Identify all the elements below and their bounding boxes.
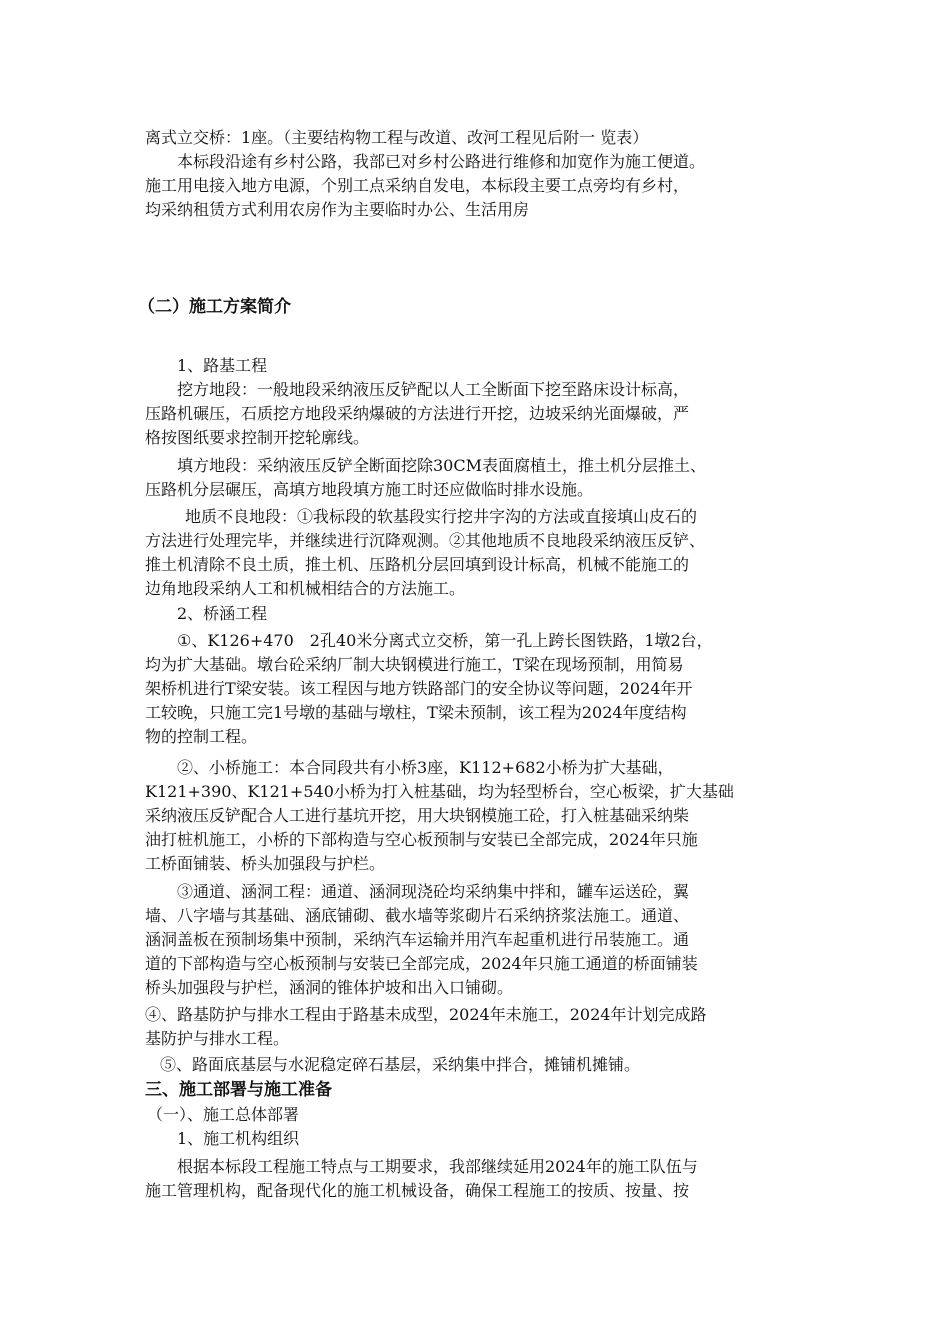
- paragraph-line: 施工用电接入地方电源，个别工点采纳自发电，本标段主要工点旁均有乡村，: [145, 176, 690, 195]
- paragraph-line: ④、路基防护与排水工程由于路基未成型，2024年未施工，2024年计划完成路: [145, 1005, 707, 1024]
- paragraph-line: 离式立交桥：1座。（主要结构物工程与改道、改河工程见后附一 览表）: [145, 128, 649, 147]
- paragraph-line: 油打桩机施工，小桥的下部构造与空心板预制与安装已全部完成，2024年只施: [145, 830, 698, 849]
- paragraph-line: K121+390、K121+540小桥为打入桩基础，均为轻型桥台，空心板梁，扩大基础: [145, 782, 734, 801]
- paragraph-line: ③通道、涵洞工程：通道、涵洞现浇砼均采纳集中拌和，罐车运送砼，翼: [177, 882, 690, 901]
- paragraph-line: 基防护与排水工程。: [145, 1029, 290, 1048]
- paragraph-line: 墙、八字墙与其基础、涵底铺砌、截水墙等浆砌片石采纳挤浆法施工。通道、: [145, 906, 690, 925]
- paragraph-line: 均采纳租赁方式利用农房作为主要临时办公、生活用房: [145, 200, 530, 219]
- paragraph-line: 推土机清除不良土质，推土机、压路机分层回填到设计标高，机械不能施工的: [145, 555, 690, 574]
- paragraph-line: 压路机分层碾压，高填方地段填方施工时还应做临时排水设施。: [145, 480, 594, 499]
- paragraph-line: 挖方地段：一般地段采纳液压反铲配以人工全断面下挖至路床设计标高，: [177, 380, 690, 399]
- paragraph-line: 涵洞盖板在预制场集中预制，采纳汽车运输并用汽车起重机进行吊装施工。通: [145, 930, 690, 949]
- section-heading: （一）、施工总体部署: [147, 1105, 300, 1124]
- paragraph-line: 地质不良地段：①我标段的软基段实行挖井字沟的方法或直接填山皮石的: [185, 507, 698, 526]
- paragraph-line: ⑤、路面底基层与水泥稳定碎石基层，采纳集中拌合，摊铺机摊铺。: [160, 1055, 641, 1074]
- section-heading: （二）施工方案简介: [138, 297, 291, 317]
- paragraph-line: 桥头加强段与护栏，涵洞的锥体护坡和出入口铺砌。: [145, 978, 514, 997]
- paragraph-line: 采纳液压反铲配合人工进行基坑开挖，用大块钢模施工砼，打入桩基础采纳柴: [145, 806, 690, 825]
- paragraph-line: 方法进行处理完毕，并继续进行沉降观测。②其他地质不良地段采纳液压反铲、: [145, 531, 706, 550]
- paragraph-line: 架桥机进行T梁安装。该工程因与地方铁路部门的安全协议等问题，2024年开: [145, 679, 693, 698]
- paragraph-line: 填方地段：采纳液压反铲全断面挖除30CM表面腐植土，推土机分层推土、: [177, 456, 706, 475]
- paragraph-line: 施工管理机构，配备现代化的施工机械设备，确保工程施工的按质、按量、按: [145, 1181, 690, 1200]
- paragraph-line: ②、小桥施工：本合同段共有小桥3座，K112+682小桥为扩大基础，: [177, 758, 674, 777]
- paragraph-line: 工较晚，只施工完1号墩的基础与墩柱，T梁未预制，该工程为2024年度结构: [145, 703, 687, 722]
- subsection-heading: 1、路基工程: [177, 356, 268, 375]
- subsection-heading: 2、桥涵工程: [177, 604, 268, 623]
- subsection-heading: 1、施工机构组织: [177, 1129, 300, 1148]
- paragraph-line: 物的控制工程。: [145, 727, 258, 746]
- paragraph-line: 均为扩大基础。墩台砼采纳厂制大块钢模进行施工，T梁在现场预制，用简易: [145, 655, 684, 674]
- chapter-heading: 三、施工部署与施工准备: [145, 1080, 332, 1100]
- paragraph-line: ①、K126+470 2孔40米分离式立交桥，第一孔上跨长图铁路，1墩2台，: [177, 631, 713, 650]
- paragraph-line: 工桥面铺装、桥头加强段与护栏。: [145, 854, 386, 873]
- paragraph-line: 根据本标段工程施工特点与工期要求，我部继续延用2024年的施工队伍与: [177, 1157, 698, 1176]
- paragraph-line: 本标段沿途有乡村公路，我部已对乡村公路进行维修和加宽作为施工便道。: [177, 152, 706, 171]
- paragraph-line: 格按图纸要求控制开挖轮廓线。: [145, 428, 370, 447]
- paragraph-line: 压路机碾压，石质挖方地段采纳爆破的方法进行开挖，边坡采纳光面爆破，严: [145, 404, 690, 423]
- paragraph-line: 边角地段采纳人工和机械相结合的方法施工。: [145, 579, 466, 598]
- paragraph-line: 道的下部构造与空心板预制与安装已全部完成，2024年只施工通道的桥面铺装: [145, 954, 698, 973]
